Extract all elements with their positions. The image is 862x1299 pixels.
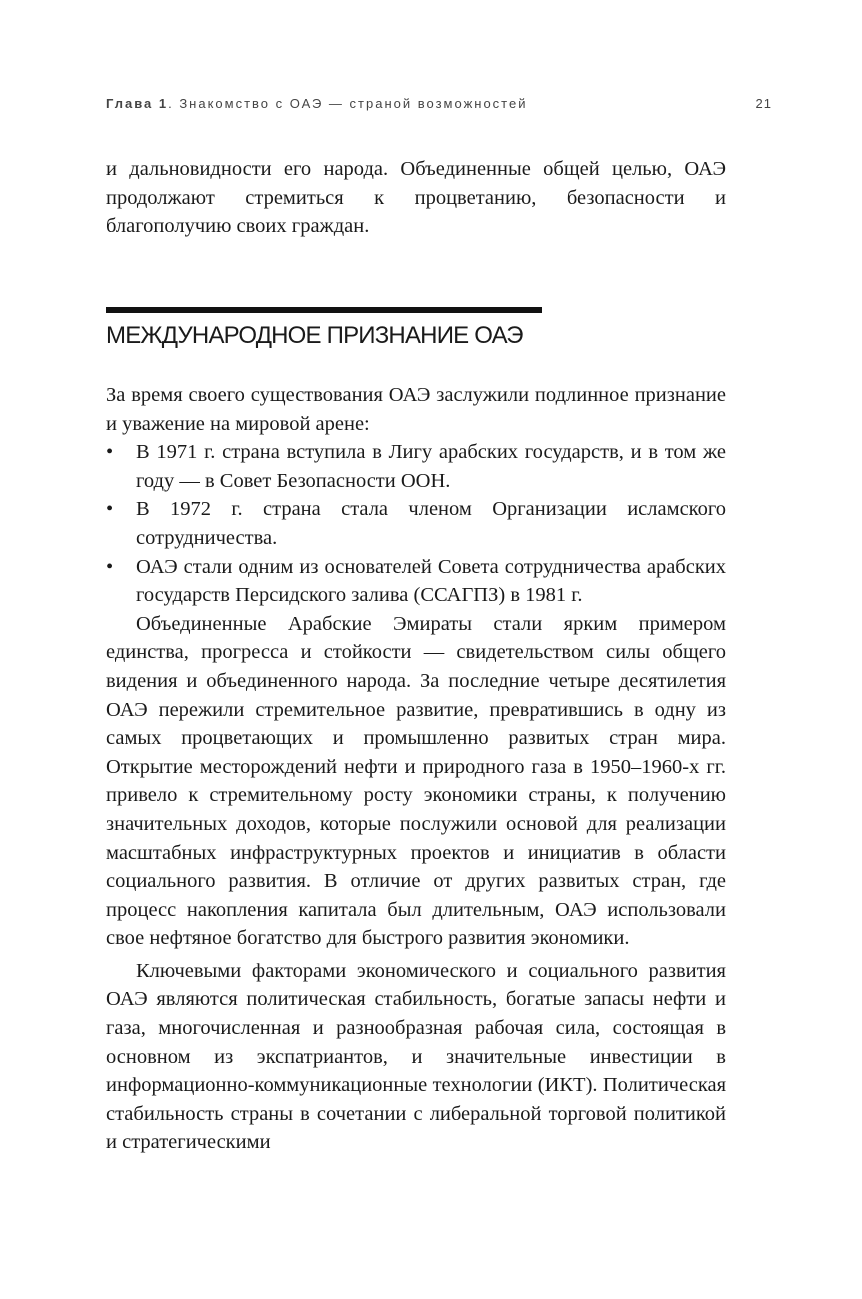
intro-block bbox=[106, 155, 726, 241]
bullet-text: В 1971 г. страна вступила в Лигу арабских государств, и в том же году — в Совет Безопасности ООН. bbox=[136, 441, 726, 492]
bullet-text: ОАЭ стали одним из основателей Совета сотрудничества арабских государств Персидского залива (ССАГПЗ) в 1981 г. bbox=[136, 555, 726, 607]
bullet-marker: • bbox=[106, 441, 114, 464]
body-paragraph: Объединенные Арабские Эмираты стали ярким примером единства, прогресса и стойкости — свидетельством силы общего видения и объединенного народа. За последние четыре десятилетия ОАЭ пережили стремительное развитие, превратившись в одну из самых процветающих и промышленно развитых стран мира. Открытие месторождений нефти и природного газа в 1950–1960-х гг. привело к стремительному росту экономики страны, к получению значительных доходов, которые послужили основой для реализации масштабных инфраструктурных проектов и инициатив в области социального развития. В отличие от других развитых стран, где процесс накопления капитала был длительным, ОАЭ использовали свое нефтяное богатство для быстрого развития экономики. bbox=[106, 612, 726, 950]
bullet-marker: • bbox=[106, 555, 114, 578]
running-head bbox=[106, 96, 772, 111]
bullet-list bbox=[106, 438, 726, 610]
body-paragraph: Ключевыми факторами экономического и социального развития ОАЭ являются политическая стабильность, богатые запасы нефти и газа, многочисленная и разнообразная рабочая сила, состоящая в основном из экспатриантов, и значительные инвестиции в информационно-коммуникационные технологии (ИКТ). Политическая стабильность страны в сочетании с либеральной торговой политикой и стратегическими bbox=[106, 959, 726, 1154]
chapter-label: Глава 1 bbox=[106, 96, 169, 111]
intro-paragraph: и дальновидности его народа. Объединенные общей целью, ОАЭ продолжают стремиться к процветанию, безопасности и благополучию своих граждан. bbox=[106, 158, 726, 238]
bullet-item bbox=[106, 495, 726, 552]
section-body bbox=[106, 381, 726, 1157]
section-rule bbox=[106, 307, 542, 313]
bullet-item bbox=[106, 553, 726, 610]
chapter-title: . Знакомство с ОАЭ — страной возможностей bbox=[168, 96, 528, 111]
section-title: МЕЖДУНАРОДНОЕ ПРИЗНАНИЕ ОАЭ bbox=[106, 322, 523, 349]
page-number: 21 bbox=[755, 96, 772, 111]
bullet-text: В 1972 г. страна стала членом Организации исламского сотрудничества. bbox=[136, 498, 726, 549]
section-lead: За время своего существования ОАЭ заслужили подлинное признание и уважение на мировой арене: bbox=[106, 384, 726, 435]
bullet-item bbox=[106, 438, 726, 495]
bullet-marker: • bbox=[106, 498, 114, 521]
